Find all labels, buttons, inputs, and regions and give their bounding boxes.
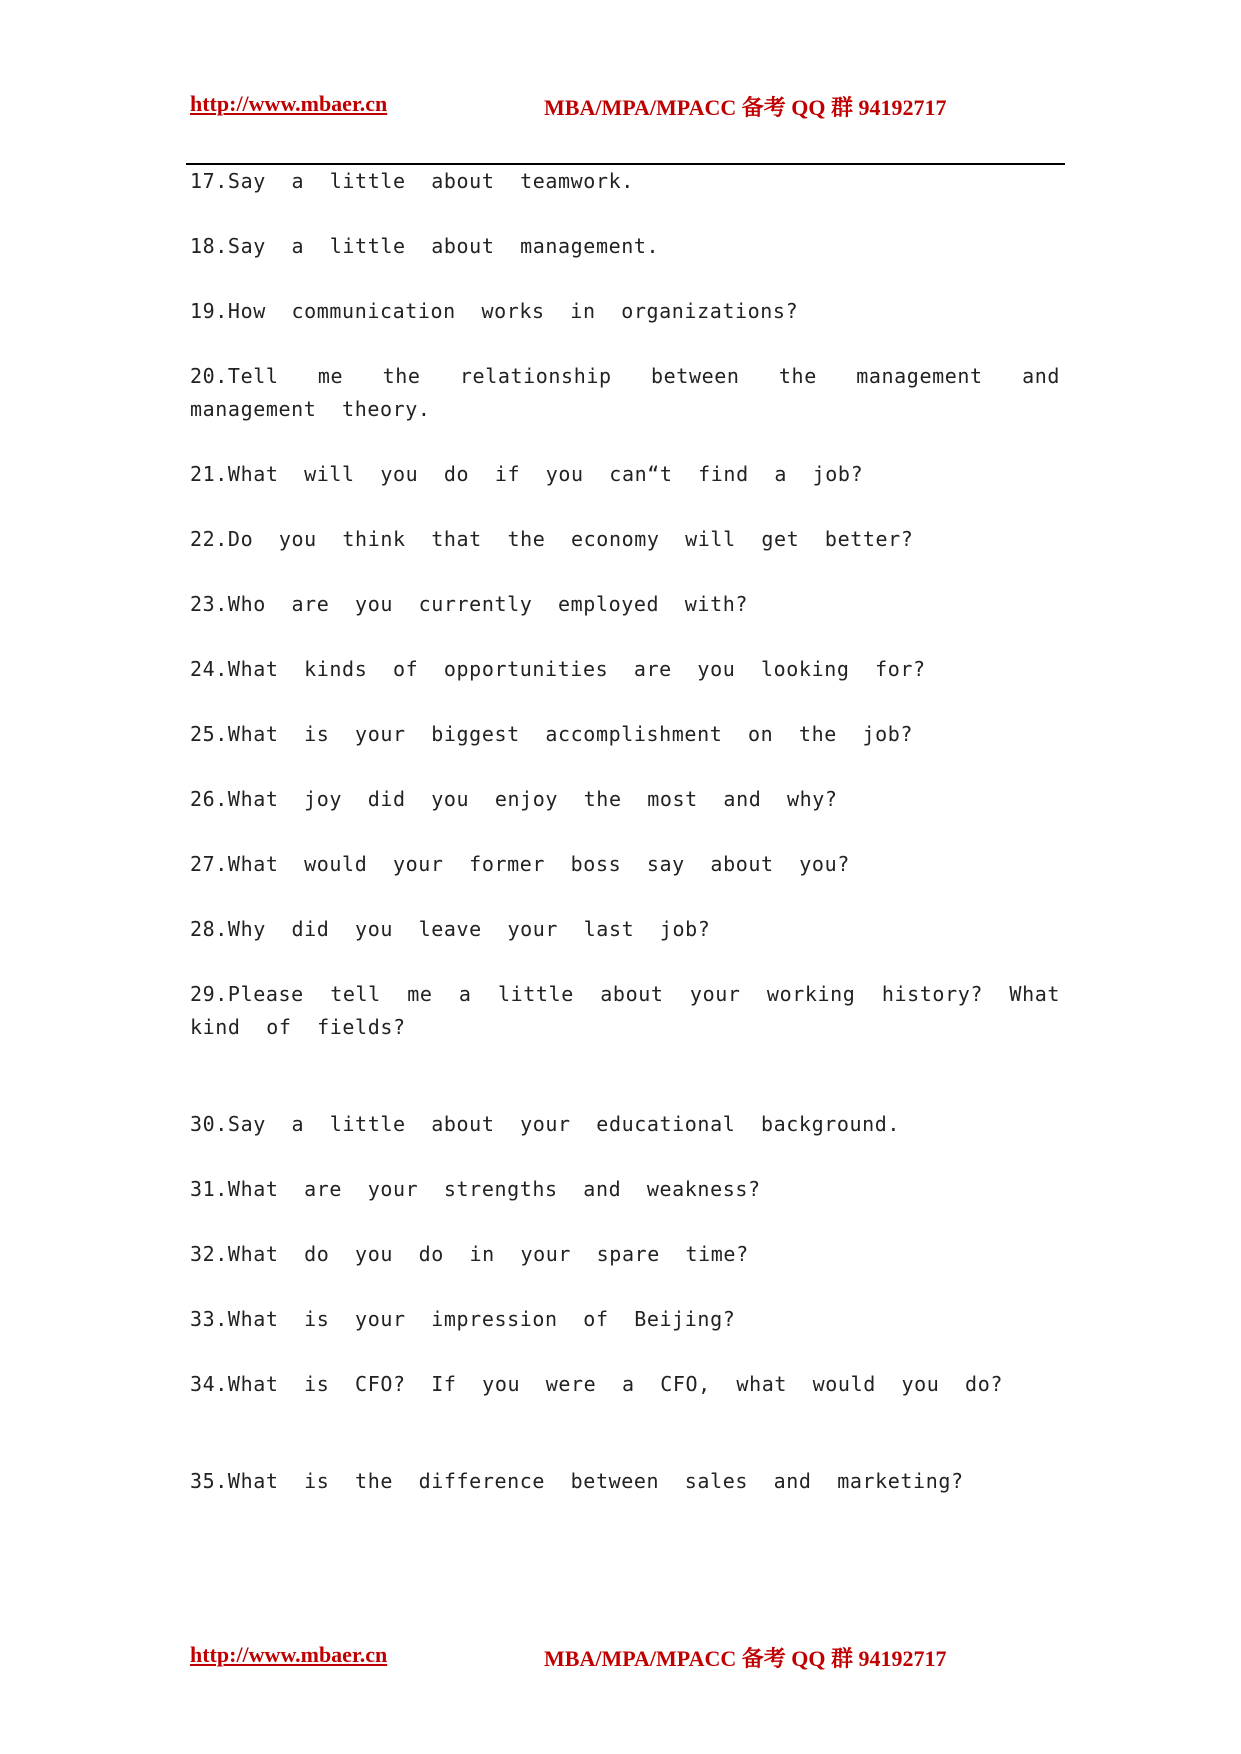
question-item: 25.What is your biggest accomplishment on the job? xyxy=(190,722,914,746)
question-item: 27.What would your former boss say about you? xyxy=(190,852,850,876)
question-item: 32.What do you do in your spare time? xyxy=(190,1242,749,1266)
header-url-link[interactable]: http://www.mbaer.cn xyxy=(190,91,388,116)
question-item: 24.What kinds of opportunities are you looking for? xyxy=(190,657,926,681)
question-item: 35.What is the difference between sales and marketing? xyxy=(190,1469,964,1493)
question-item: 26.What joy did you enjoy the most and why? xyxy=(190,787,838,811)
question-item: 34.What is CFO? If you were a CFO, what would you do? xyxy=(190,1372,1003,1396)
footer-qq-group-text: MBA/MPA/MPACC 备考 QQ 群 94192717 xyxy=(544,1646,947,1671)
page-header xyxy=(190,91,950,121)
question-item: 29.Please tell me a little about your working history? What kind of fields? xyxy=(190,982,1060,1039)
question-item: 17.Say a little about teamwork. xyxy=(190,169,634,193)
question-item: 19.How communication works in organizations? xyxy=(190,299,799,323)
question-item: 28.Why did you leave your last job? xyxy=(190,917,711,941)
question-item: 30.Say a little about your educational background. xyxy=(190,1112,901,1136)
question-item: 20.Tell me the relationship between the management and management theory. xyxy=(190,364,1060,421)
footer-url-link[interactable]: http://www.mbaer.cn xyxy=(190,1642,388,1667)
question-item: 33.What is your impression of Beijing? xyxy=(190,1307,736,1331)
question-item: 22.Do you think that the economy will get better? xyxy=(190,527,914,551)
header-qq-group-text: MBA/MPA/MPACC 备考 QQ 群 94192717 xyxy=(544,95,947,120)
question-item: 18.Say a little about management. xyxy=(190,234,660,258)
question-item: 23.Who are you currently employed with? xyxy=(190,592,748,616)
question-item: 21.What will you do if you can“t find a job? xyxy=(190,462,864,486)
page-footer xyxy=(190,1642,950,1672)
question-item: 31.What are your strengths and weakness? xyxy=(190,1177,761,1201)
